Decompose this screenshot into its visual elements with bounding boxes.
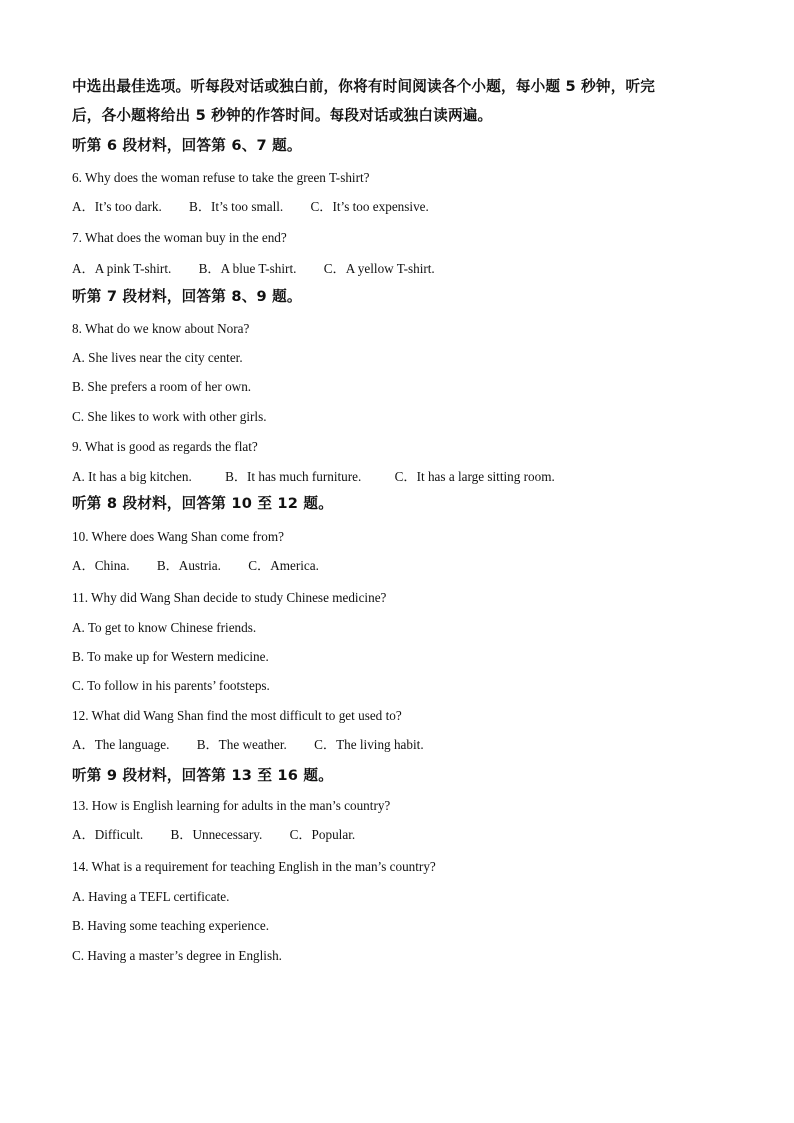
section-heading: 听第 9 段材料，回答第 13 至 16 题。 [72,767,333,784]
option-row [72,826,355,844]
option-b: B. To make up for Western medicine. [72,649,269,664]
option-c: C．It has a large sitting room. [394,469,555,484]
option-row [72,198,429,216]
option-a: A．It’s too dark. [72,199,162,214]
option-a: A. Having a TEFL certificate. [72,889,230,904]
option-b: B. She prefers a room of her own. [72,379,252,394]
option-c: C. She likes to work with other girls. [72,409,267,424]
question-stem: 6. Why does the woman refuse to take the green T-shirt? [72,170,370,185]
option-b: B．It’s too small. [189,199,284,214]
option-a: A．The language. [72,737,170,752]
option-b: B．The weather. [196,737,287,752]
option-a: A. To get to know Chinese friends. [72,620,257,635]
option-c: C. Having a master’s degree in English. [72,948,282,963]
option-b: B．A blue T-shirt. [198,261,297,276]
option-a: A. It has a big kitchen. [72,469,192,484]
option-c: C．A yellow T-shirt. [323,261,435,276]
section-heading: 听第 8 段材料，回答第 10 至 12 题。 [72,495,333,512]
option-c: C. To follow in his parents’ footsteps. [72,678,270,693]
option-b: B．Austria. [156,558,221,573]
option-b: B．Unnecessary. [170,827,263,842]
question-stem: 12. What did Wang Shan find the most difficult to get used to? [72,708,402,723]
option-c: C．The living habit. [314,737,424,752]
option-b: B. Having some teaching experience. [72,918,270,933]
option-row [72,557,319,575]
option-c: C．America. [248,558,319,573]
option-b: B．It has much furniture. [225,469,362,484]
question-stem: 8. What do we know about Nora? [72,321,250,336]
option-a: A. She lives near the city center. [72,350,243,365]
option-row [72,260,435,278]
question-stem: 14. What is a requirement for teaching English in the man’s country? [72,859,436,874]
instructions-line-2: 后，各小题将给出 5 秒钟的作答时间。每段对话或独白读两遍。 [72,107,493,124]
section-heading: 听第 7 段材料，回答第 8、9 题。 [72,288,302,305]
question-stem: 10. Where does Wang Shan come from? [72,529,284,544]
question-stem: 11. Why did Wang Shan decide to study Chinese medicine? [72,590,387,605]
question-stem: 7. What does the woman buy in the end? [72,230,287,245]
option-a: A．Difficult. [72,827,144,842]
option-c: C．Popular. [289,827,356,842]
instructions-line-1: 中选出最佳选项。听每段对话或独白前，你将有时间阅读各个小题，每小题 5 秒钟，听完 [72,78,656,95]
option-c: C．It’s too expensive. [310,199,429,214]
section-heading: 听第 6 段材料，回答第 6、7 题。 [72,137,302,154]
option-row [72,736,424,754]
option-a: A．China. [72,558,130,573]
option-a: A．A pink T-shirt. [72,261,172,276]
option-row [72,468,555,486]
question-stem: 13. How is English learning for adults in the man’s country? [72,798,391,813]
question-stem: 9. What is good as regards the flat? [72,439,258,454]
